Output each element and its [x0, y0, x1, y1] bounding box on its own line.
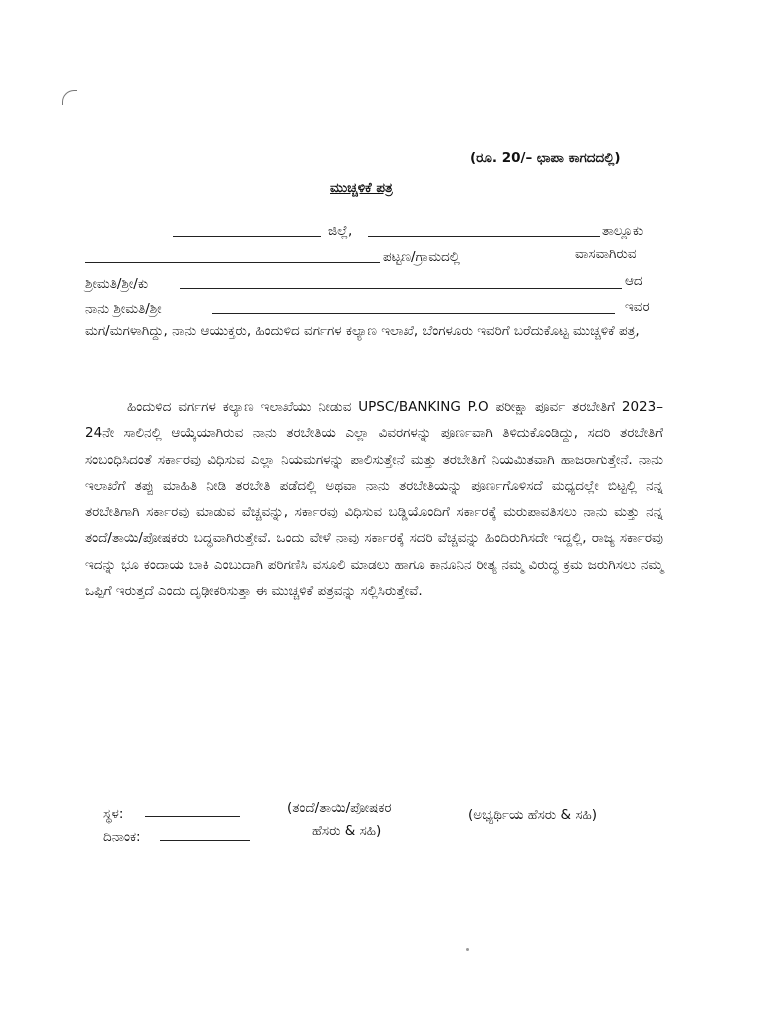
scan-speck [466, 948, 469, 951]
stamp-paper-note: (ರೂ. 20/– ಛಾಪಾ ಕಾಗದದಲ್ಲಿ) [470, 150, 621, 166]
name-blank-line [180, 288, 622, 289]
candidate-signature-label: (ಅಭ್ಯರ್ಥಿಯ ಹೆಸರು & ಸಹಿ) [468, 807, 598, 823]
place-blank-line [145, 816, 240, 817]
label-date: ದಿನಾಂಕ: [103, 829, 141, 845]
parent-name-blank-line [212, 313, 615, 314]
parent-signature-label-line1: (ತಂದೆ/ತಾಯಿ/ಪೋಷಕರ [287, 800, 392, 816]
document-title: ಮುಚ್ಚಳಿಕೆ ಪತ್ರ [330, 180, 393, 196]
label-taluk: ತಾಲ್ಲೂಕು [602, 223, 644, 239]
intro-text: ಮಗ/ಮಗಳಾಗಿದ್ದು, ನಾನು ಆಯುಕ್ತರು, ಹಿಂದುಳಿದ ವರ್ಗಗಳ ಕಲ್ಯಾಣ ಇಲಾಖೆ, ಬೆಂಗಳೂರು ಇವರಿಗೆ ಬರೆದುಕೊಟ್ಟ ಮುಚ್ಚಳಿಕೆ ಪತ್ರ, [85, 323, 640, 339]
parent-signature-label-line2: ಹೆಸರು & ಸಹಿ) [312, 823, 382, 839]
date-blank-line [160, 840, 250, 841]
label-district: ಜಿಲ್ಲೆ, [328, 223, 353, 239]
label-town-village: ಪಟ್ಟಣ/ಗ್ರಾಮದಲ್ಲಿ [383, 249, 460, 265]
label-place: ಸ್ಥಳ: [103, 806, 124, 822]
label-name-prefix: ಶ್ರೀಮತಿ/ಶ್ರೀ/ಕು [85, 276, 149, 292]
taluk-blank-line [368, 236, 600, 237]
label-being: ಆದ [625, 273, 643, 289]
declaration-paragraph: ಹಿಂದುಳಿದ ವರ್ಗಗಳ ಕಲ್ಯಾಣ ಇಲಾಖೆಯು ನೀಡುವ UPSC/BANKING P.O ಪರೀಕ್ಷಾ ಪೂರ್ವ ತರಬೇತಿಗೆ 2023–24ನೇ ಸಾಲಿನಲ್ಲಿ ಆಯ್ಕೆಯಾಗಿರುವ ನಾನು ತರಬೇತಿಯ ಎಲ್ಲಾ ವಿವರಗಳನ್ನು ಪೂರ್ಣವಾಗಿ ತಿಳಿದುಕೊಂಡಿದ್ದು, ಸದರಿ ತರಬೇತಿಗೆ ಸಂಬಂಧಿಸಿದಂತೆ ಸರ್ಕಾರವು ವಿಧಿಸುವ ಎಲ್ಲಾ ನಿಯಮಗಳನ್ನು ಪಾಲಿಸುತ್ತೇನೆ ಮತ್ತು ತರಬೇತಿಗೆ ನಿಯಮಿತವಾಗಿ ಹಾಜರಾಗುತ್ತೇನೆ. ನಾನು ಇಲಾಖೆಗೆ ತಪ್ಪು ಮಾಹಿತಿ ನೀಡಿ ತರಬೇತಿ ಪಡೆದಲ್ಲಿ ಅಥವಾ ನಾನು ತರಬೇತಿಯನ್ನು ಪೂರ್ಣಗೊಳಿಸದೆ ಮಧ್ಯದಲ್ಲೇ ಬಿಟ್ಟಲ್ಲಿ ನನ್ನ ತರಬೇತಿಗಾಗಿ ಸರ್ಕಾರವು ಮಾಡುವ ವೆಚ್ಚವನ್ನು, ಸರ್ಕಾರವು ವಿಧಿಸುವ ಬಡ್ಡಿಯೊಂದಿಗೆ ಸರ್ಕಾರಕ್ಕೆ ಮರುಪಾವತಿಸಲು ನಾನು ಮತ್ತು ನನ್ನ ತಂದೆ/ತಾಯಿ/ಪೋಷಕರು ಬದ್ಧವಾಗಿರುತ್ತೇವೆ. ಒಂದು ವೇಳೆ ನಾವು ಸರ್ಕಾರಕ್ಕೆ ಸದರಿ ವೆಚ್ಚವನ್ನು ಹಿಂದಿರುಗಿಸದೇ ಇದ್ದಲ್ಲಿ, ರಾಜ್ಯ ಸರ್ಕಾರವು ಇದನ್ನು ಭೂ ಕಂದಾಯ ಬಾಕಿ ಎಂಬುದಾಗಿ ಪರಿಗಣಿಸಿ ವಸೂಲಿ ಮಾಡಲು ಹಾಗೂ ಕಾನೂನಿನ ರೀತ್ಯ ನಮ್ಮ ವಿರುದ್ಧ ಕ್ರಮ ಜರುಗಿಸಲು ನಮ್ಮ ಒಪ್ಪಿಗೆ ಇರುತ್ತದೆ ಎಂದು ದೃಢೀಕರಿಸುತ್ತಾ ಈ ಮುಚ್ಚಳಿಕೆ ಪತ್ರವನ್ನು ಸಲ್ಲಿಸಿರುತ್ತೇವೆ. [85, 399, 663, 600]
label-i-name-prefix: ನಾನು ಶ್ರೀಮತಿ/ಶ್ರೀ [85, 301, 162, 317]
town-blank-line [85, 262, 380, 263]
scan-corner-mark [62, 90, 77, 105]
label-their: ಇವರ [625, 299, 650, 315]
district-blank-line [173, 236, 321, 237]
label-residing: ವಾಸವಾಗಿರುವ [575, 246, 637, 262]
